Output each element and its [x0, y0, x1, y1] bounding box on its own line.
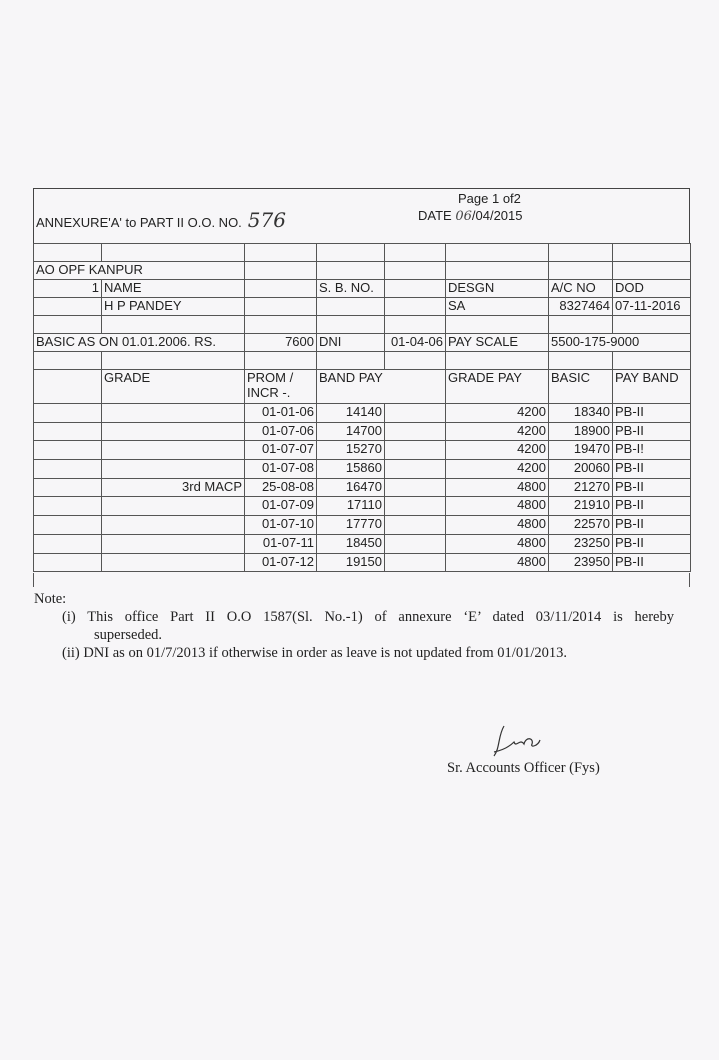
cell-band: 16470 [317, 478, 385, 497]
cell-band: 14700 [317, 422, 385, 441]
cell-date: 01-07-07 [245, 441, 317, 460]
cell-band: 17770 [317, 516, 385, 535]
page-number: Page 1 of2 [458, 191, 521, 206]
cell-grade [102, 534, 245, 553]
date: DATE 06/04/2015 [418, 208, 523, 224]
cell-date: 01-07-11 [245, 534, 317, 553]
cell-grade: 3rd MACP [102, 478, 245, 497]
note-item-1-cont: superseded. [94, 627, 163, 643]
cell-pb: PB-II [613, 460, 691, 479]
cell-pb: PB-II [613, 516, 691, 535]
table-row [34, 441, 691, 460]
cell-grade [102, 422, 245, 441]
annexure-title: ANNEXURE'A' to PART II O.O. NO. 576 [36, 208, 286, 232]
cell-date: 01-07-12 [245, 553, 317, 572]
cell-grade [102, 516, 245, 535]
basic-label: BASIC AS ON 01.01.2006. RS. [34, 334, 245, 352]
signature-icon [490, 722, 550, 762]
pay-fixation-table [33, 243, 691, 572]
table-row [34, 404, 691, 423]
date-of-discharge: 07-11-2016 [613, 298, 691, 316]
cell-basic: 20060 [549, 460, 613, 479]
cell-grade [102, 404, 245, 423]
cell-gp: 4800 [446, 553, 549, 572]
pay-scale-value: 5500-175-9000 [549, 334, 691, 352]
cell-basic: 23250 [549, 534, 613, 553]
cell-gp: 4800 [446, 534, 549, 553]
table-row [34, 516, 691, 535]
divider [33, 573, 34, 587]
cell-gp: 4200 [446, 460, 549, 479]
cell-grade [102, 497, 245, 516]
col-basic: BASIC [549, 370, 613, 404]
cell-date: 01-07-08 [245, 460, 317, 479]
cell-basic: 21910 [549, 497, 613, 516]
desgn-label: DESGN [446, 280, 549, 298]
col-pay-band: PAY BAND [613, 370, 691, 404]
dni-label: DNI [317, 334, 385, 352]
note-item-1: (i) This office Part II O.O 1587(Sl. No.-1) of annexure ‘E’ dated 03/11/2014 is hereby [62, 609, 674, 625]
name-label: NAME [102, 280, 245, 298]
cell-band: 15270 [317, 441, 385, 460]
signatory-designation: Sr. Accounts Officer (Fys) [447, 760, 600, 776]
cell-gp: 4800 [446, 478, 549, 497]
office-name: AO OPF KANPUR [34, 262, 245, 280]
cell-pb: PB-I! [613, 441, 691, 460]
cell-date: 01-07-10 [245, 516, 317, 535]
table-row [34, 553, 691, 572]
cell-pb: PB-II [613, 478, 691, 497]
note-heading: Note: [34, 591, 67, 607]
cell-basic: 18900 [549, 422, 613, 441]
cell-band: 17110 [317, 497, 385, 516]
document-header [33, 188, 690, 243]
sbno-label: S. B. NO. [317, 280, 385, 298]
divider [689, 573, 690, 587]
dod-label: DOD [613, 280, 691, 298]
cell-date: 01-07-09 [245, 497, 317, 516]
designation: SA [446, 298, 549, 316]
acno-label: A/C NO [549, 280, 613, 298]
cell-date: 01-01-06 [245, 404, 317, 423]
cell-basic: 21270 [549, 478, 613, 497]
cell-basic: 23950 [549, 553, 613, 572]
cell-date: 25-08-08 [245, 478, 317, 497]
serial-number: 1 [34, 280, 102, 298]
cell-band: 19150 [317, 553, 385, 572]
cell-grade [102, 553, 245, 572]
cell-basic: 22570 [549, 516, 613, 535]
cell-basic: 18340 [549, 404, 613, 423]
cell-gp: 4200 [446, 404, 549, 423]
cell-band: 14140 [317, 404, 385, 423]
cell-date: 01-07-06 [245, 422, 317, 441]
table-row [34, 460, 691, 479]
cell-pb: PB-II [613, 404, 691, 423]
cell-pb: PB-II [613, 553, 691, 572]
cell-gp: 4200 [446, 422, 549, 441]
cell-pb: PB-II [613, 422, 691, 441]
table-row [34, 422, 691, 441]
col-band-pay: BAND PAY [317, 370, 446, 404]
cell-gp: 4200 [446, 441, 549, 460]
account-number: 8327464 [549, 298, 613, 316]
oo-number: 576 [247, 208, 286, 232]
notes [34, 590, 674, 662]
employee-name: H P PANDEY [102, 298, 245, 316]
col-grade-pay: GRADE PAY [446, 370, 549, 404]
cell-basic: 19470 [549, 441, 613, 460]
cell-pb: PB-II [613, 534, 691, 553]
cell-band: 15860 [317, 460, 385, 479]
dni-value: 01-04-06 [385, 334, 446, 352]
table-row [34, 478, 691, 497]
cell-gp: 4800 [446, 516, 549, 535]
cell-grade [102, 460, 245, 479]
cell-grade [102, 441, 245, 460]
col-prom: PROM / INCR -. [245, 370, 317, 404]
cell-gp: 4800 [446, 497, 549, 516]
cell-pb: PB-II [613, 497, 691, 516]
basic-value: 7600 [245, 334, 317, 352]
note-item-2: (ii) DNI as on 01/7/2013 if otherwise in order as leave is not updated from 01/01/2013. [62, 645, 567, 661]
table-row [34, 497, 691, 516]
col-grade: GRADE [102, 370, 245, 404]
pay-scale-label: PAY SCALE [446, 334, 549, 352]
table-row [34, 534, 691, 553]
cell-band: 18450 [317, 534, 385, 553]
